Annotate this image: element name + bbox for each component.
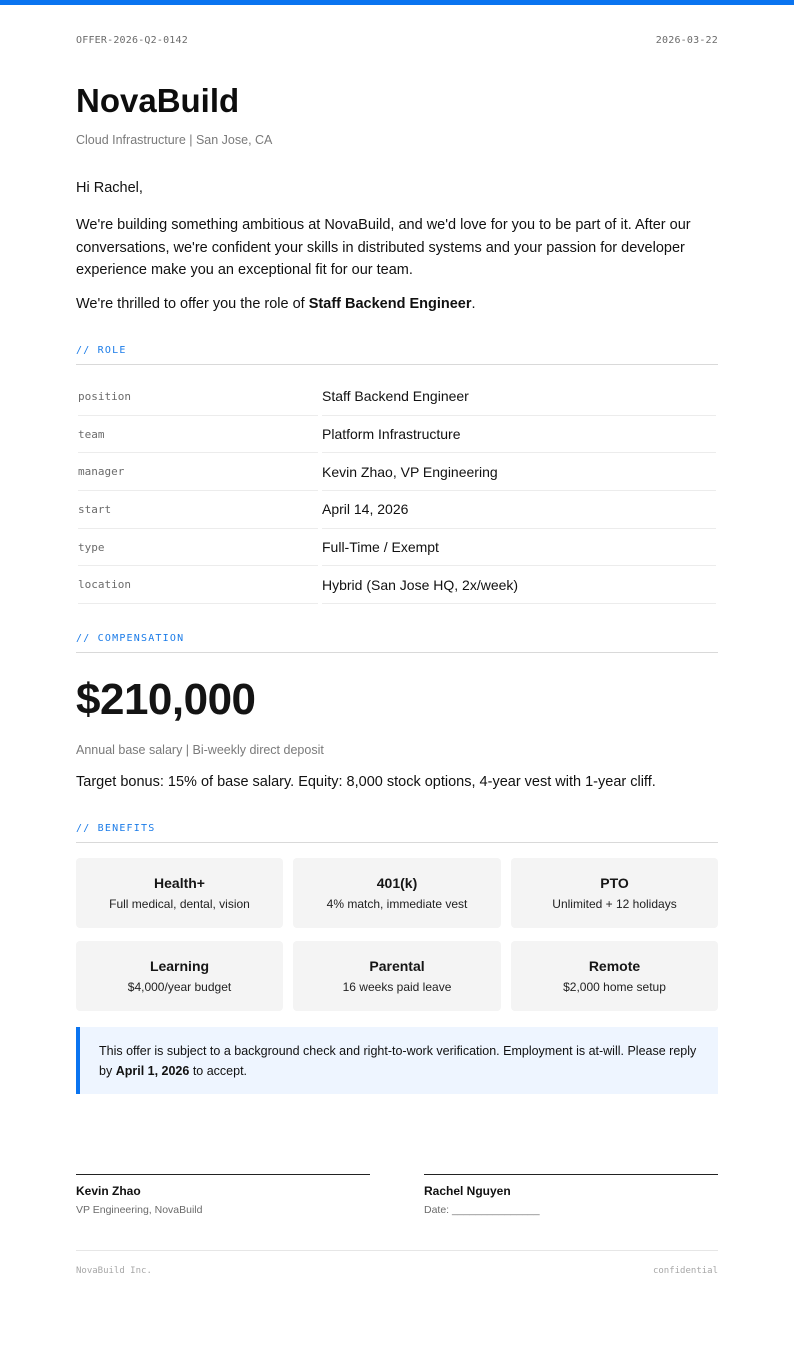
compensation-section-heading: // COMPENSATION xyxy=(76,633,718,653)
benefit-title: Parental xyxy=(369,958,425,974)
intro-paragraph: We're building something ambitious at NovaBuild, and we'd love for you to be part of it. After our conversations, we're confident your skills in distributed systems and your passion for developer experience make you an exceptional fit for our team. xyxy=(76,217,691,278)
benefit-title: Remote xyxy=(588,958,641,974)
employer-signatory-title: VP Engineering, NovaBuild xyxy=(76,1204,203,1216)
salary-note: Annual base salary | Bi-weekly direct deposit xyxy=(76,743,324,757)
role-key: start xyxy=(78,491,318,529)
benefit-description: Unlimited + 12 holidays xyxy=(552,897,677,911)
footer-confidential: confidential xyxy=(652,1266,718,1276)
employer-signatory-name: Kevin Zhao xyxy=(76,1184,141,1198)
notice-suffix: to accept. xyxy=(189,1064,248,1078)
benefit-card xyxy=(76,941,283,1011)
offer-conditions-notice xyxy=(76,1027,718,1094)
footer-company: NovaBuild Inc. xyxy=(76,1266,152,1276)
table-row xyxy=(76,378,718,416)
benefit-title: Health+ xyxy=(154,875,205,891)
role-key: location xyxy=(78,566,318,604)
company-name: NovaBuild xyxy=(76,82,240,119)
base-salary: $210,000 xyxy=(76,675,256,724)
role-value: Staff Backend Engineer xyxy=(322,378,716,416)
role-key: manager xyxy=(78,453,318,491)
offer-prefix: We're thrilled to offer you the role of xyxy=(76,296,309,312)
accent-top-bar xyxy=(0,0,794,5)
greeting: Hi Rachel, xyxy=(76,180,143,196)
offer-role: Staff Backend Engineer xyxy=(308,296,472,312)
benefits-grid xyxy=(76,858,718,1011)
benefit-card xyxy=(76,858,283,928)
benefit-title: PTO xyxy=(600,875,629,891)
notice-text: This offer is subject to a background check and right-to-work verification. Employment is at-will. Please reply by xyxy=(99,1044,697,1078)
table-row xyxy=(76,416,718,454)
role-value: Hybrid (San Jose HQ, 2x/week) xyxy=(322,566,716,604)
benefits-section-heading: // BENEFITS xyxy=(76,823,718,843)
role-key: position xyxy=(78,378,318,416)
candidate-name: Rachel Nguyen xyxy=(424,1184,511,1198)
benefit-description: Full medical, dental, vision xyxy=(109,897,250,911)
benefit-description: $4,000/year budget xyxy=(127,980,232,994)
role-table xyxy=(76,378,718,604)
table-row xyxy=(76,453,718,491)
employer-signature-block xyxy=(76,1174,370,1216)
benefit-card xyxy=(511,941,718,1011)
offer-suffix: . xyxy=(471,296,476,312)
benefit-card xyxy=(293,941,501,1011)
role-value: Platform Infrastructure xyxy=(322,416,716,454)
candidate-date-line: Date: _______________ xyxy=(424,1204,540,1216)
role-key: team xyxy=(78,416,318,454)
benefit-title: Learning xyxy=(149,958,210,974)
reply-deadline: April 1, 2026 xyxy=(115,1064,190,1078)
company-subtitle: Cloud Infrastructure | San Jose, CA xyxy=(76,133,273,147)
candidate-signature-block xyxy=(424,1174,718,1216)
role-key: type xyxy=(78,529,318,567)
table-row xyxy=(76,491,718,529)
benefit-title: 401(k) xyxy=(376,875,418,891)
document-footer xyxy=(76,1250,718,1276)
role-value: April 14, 2026 xyxy=(322,491,716,529)
benefit-description: 16 weeks paid leave xyxy=(342,980,452,994)
document-meta-row xyxy=(76,35,718,46)
role-value: Full-Time / Exempt xyxy=(322,529,716,567)
table-row xyxy=(76,529,718,567)
bonus-equity-text: Target bonus: 15% of base salary. Equity: 8,000 stock options, 4-year vest with 1-year cliff. xyxy=(76,774,656,790)
document-date: 2026-03-22 xyxy=(655,35,718,46)
table-row xyxy=(76,566,718,604)
offer-statement xyxy=(76,296,476,312)
role-section-heading: // ROLE xyxy=(76,345,718,365)
role-value: Kevin Zhao, VP Engineering xyxy=(322,453,716,491)
benefit-card xyxy=(293,858,501,928)
benefit-description: $2,000 home setup xyxy=(563,980,666,994)
benefit-card xyxy=(511,858,718,928)
benefit-description: 4% match, immediate vest xyxy=(326,897,468,911)
offer-id: OFFER-2026-Q2-0142 xyxy=(76,35,188,46)
